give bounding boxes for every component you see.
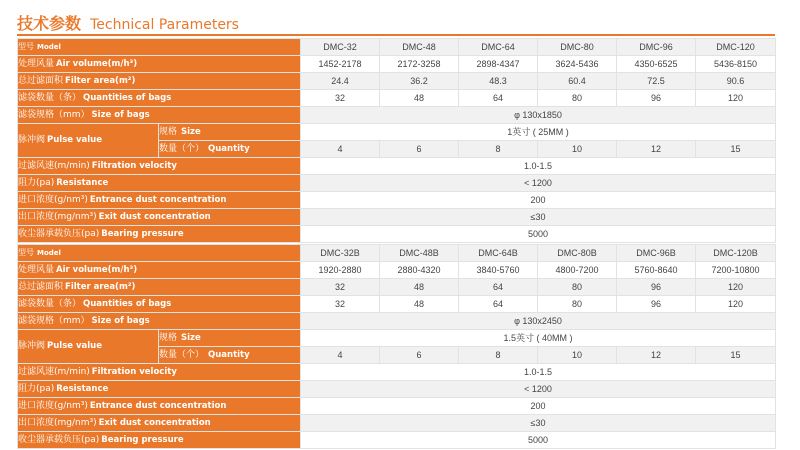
air-volume-cell: 2880-4320 <box>380 262 459 279</box>
row-filtration-velocity <box>18 364 776 381</box>
label-model: 型号 Model <box>18 245 301 262</box>
label-resistance: 阻力(pa) Resistance <box>18 381 301 398</box>
bearing-pressure-value: 5000 <box>301 226 776 243</box>
bag-quantity-cell: 80 <box>538 90 617 107</box>
bag-quantity-cell: 96 <box>617 90 696 107</box>
bag-quantity-cell: 64 <box>459 296 538 313</box>
filtration-velocity-value: 1.0-1.5 <box>301 158 776 175</box>
air-volume-cell: 3624-5436 <box>538 56 617 73</box>
label-bag-size: 滤袋规格（mm） Size of bags <box>18 107 301 124</box>
model-cell: DMC-96B <box>617 245 696 262</box>
bearing-pressure-value: 5000 <box>301 432 776 449</box>
page-title <box>17 11 239 33</box>
model-cell: DMC-48B <box>380 245 459 262</box>
filter-area-cell: 90.6 <box>696 73 776 90</box>
label-entrance-concentration: 进口浓度(g/nm³) Entrance dust concentration <box>18 398 301 415</box>
title-underline <box>17 34 775 36</box>
row-model <box>18 39 776 56</box>
bag-quantity-cell: 120 <box>696 90 776 107</box>
title-zh: 技术参数 <box>17 14 82 33</box>
pulse-quantity-cell: 4 <box>301 141 380 158</box>
pulse-quantity-cell: 12 <box>617 141 696 158</box>
label-air-volume: 处理风量 Air volume(m/h³) <box>18 262 301 279</box>
filter-area-cell: 72.5 <box>617 73 696 90</box>
resistance-value: < 1200 <box>301 175 776 192</box>
bag-size-value: φ 130x2450 <box>301 313 776 330</box>
air-volume-cell: 4800-7200 <box>538 262 617 279</box>
filter-area-cell: 120 <box>696 279 776 296</box>
pulse-quantity-cell: 15 <box>696 347 776 364</box>
row-pulse-size <box>18 330 776 347</box>
air-volume-cell: 1920-2880 <box>301 262 380 279</box>
row-entrance-concentration <box>18 192 776 209</box>
bag-quantity-cell: 120 <box>696 296 776 313</box>
filter-area-cell: 48.3 <box>459 73 538 90</box>
pulse-size-value: 1英寸 ( 25MM ) <box>301 124 776 141</box>
filter-area-cell: 96 <box>617 279 696 296</box>
label-bearing-pressure: 收尘器承载负压(pa) Bearing pressure <box>18 432 301 449</box>
row-filter-area <box>18 73 776 90</box>
label-bag-quantity: 滤袋数量（条） Quantities of bags <box>18 90 301 107</box>
air-volume-cell: 5436-8150 <box>696 56 776 73</box>
pulse-quantity-cell: 12 <box>617 347 696 364</box>
label-filtration-velocity: 过滤风速(m/min) Filtration velocity <box>18 364 301 381</box>
model-cell: DMC-120 <box>696 39 776 56</box>
bag-quantity-cell: 48 <box>380 90 459 107</box>
bag-quantity-cell: 80 <box>538 296 617 313</box>
entrance-concentration-value: 200 <box>301 192 776 209</box>
label-model: 型号 Model <box>18 39 301 56</box>
spec-table-2 <box>17 244 776 449</box>
model-cell: DMC-120B <box>696 245 776 262</box>
label-pulse-valve: 脉冲阀 Pulse value <box>18 124 159 158</box>
row-bag-size <box>18 313 776 330</box>
pulse-quantity-cell: 15 <box>696 141 776 158</box>
air-volume-cell: 4350-6525 <box>617 56 696 73</box>
pulse-quantity-cell: 4 <box>301 347 380 364</box>
row-pulse-size <box>18 124 776 141</box>
row-model <box>18 245 776 262</box>
model-cell: DMC-80B <box>538 245 617 262</box>
row-filter-area <box>18 279 776 296</box>
air-volume-cell: 1452-2178 <box>301 56 380 73</box>
bag-size-value: φ 130x1850 <box>301 107 776 124</box>
model-cell: DMC-80 <box>538 39 617 56</box>
model-cell: DMC-32 <box>301 39 380 56</box>
filter-area-cell: 64 <box>459 279 538 296</box>
label-filter-area: 总过滤面积 Filter area(m²) <box>18 73 301 90</box>
filter-area-cell: 80 <box>538 279 617 296</box>
label-filtration-velocity: 过滤风速(m/min) Filtration velocity <box>18 158 301 175</box>
exit-concentration-value: ≤30 <box>301 415 776 432</box>
row-exit-concentration <box>18 415 776 432</box>
row-bag-quantity <box>18 90 776 107</box>
label-air-volume: 处理风量 Air volume(m/h³) <box>18 56 301 73</box>
pulse-quantity-cell: 6 <box>380 347 459 364</box>
filter-area-cell: 36.2 <box>380 73 459 90</box>
label-pulse-size: 规格 Size <box>159 330 301 347</box>
label-pulse-size: 规格 Size <box>159 124 301 141</box>
air-volume-cell: 3840-5760 <box>459 262 538 279</box>
bag-quantity-cell: 48 <box>380 296 459 313</box>
bag-quantity-cell: 64 <box>459 90 538 107</box>
label-entrance-concentration: 进口浓度(g/nm³) Entrance dust concentration <box>18 192 301 209</box>
air-volume-cell: 2172-3258 <box>380 56 459 73</box>
resistance-value: < 1200 <box>301 381 776 398</box>
pulse-quantity-cell: 8 <box>459 347 538 364</box>
filter-area-cell: 24.4 <box>301 73 380 90</box>
exit-concentration-value: ≤30 <box>301 209 776 226</box>
filtration-velocity-value: 1.0-1.5 <box>301 364 776 381</box>
model-cell: DMC-48 <box>380 39 459 56</box>
model-cell: DMC-64 <box>459 39 538 56</box>
pulse-size-value: 1.5英寸 ( 40MM ) <box>301 330 776 347</box>
label-filter-area: 总过滤面积 Filter area(m²) <box>18 279 301 296</box>
label-bag-quantity: 滤袋数量（条） Quantities of bags <box>18 296 301 313</box>
filter-area-cell: 60.4 <box>538 73 617 90</box>
filter-area-cell: 32 <box>301 279 380 296</box>
model-cell: DMC-64B <box>459 245 538 262</box>
row-bag-size <box>18 107 776 124</box>
pulse-quantity-cell: 10 <box>538 141 617 158</box>
row-entrance-concentration <box>18 398 776 415</box>
bag-quantity-cell: 32 <box>301 90 380 107</box>
row-exit-concentration <box>18 209 776 226</box>
air-volume-cell: 2898-4347 <box>459 56 538 73</box>
bag-quantity-cell: 96 <box>617 296 696 313</box>
label-bag-size: 滤袋规格（mm） Size of bags <box>18 313 301 330</box>
spec-table-1 <box>17 38 776 243</box>
row-resistance <box>18 381 776 398</box>
filter-area-cell: 48 <box>380 279 459 296</box>
row-air-volume <box>18 262 776 279</box>
model-cell: DMC-32B <box>301 245 380 262</box>
row-air-volume <box>18 56 776 73</box>
title-en: Technical Parameters <box>90 17 239 33</box>
row-bag-quantity <box>18 296 776 313</box>
label-bearing-pressure: 收尘器承载负压(pa) Bearing pressure <box>18 226 301 243</box>
label-pulse-valve: 脉冲阀 Pulse value <box>18 330 159 364</box>
entrance-concentration-value: 200 <box>301 398 776 415</box>
row-bearing-pressure <box>18 226 776 243</box>
label-resistance: 阻力(pa) Resistance <box>18 175 301 192</box>
label-exit-concentration: 出口浓度(mg/nm³) Exit dust concentration <box>18 209 301 226</box>
pulse-quantity-cell: 6 <box>380 141 459 158</box>
row-bearing-pressure <box>18 432 776 449</box>
label-pulse-quantity: 数量（个） Quantity <box>159 141 301 158</box>
bag-quantity-cell: 32 <box>301 296 380 313</box>
label-pulse-quantity: 数量（个） Quantity <box>159 347 301 364</box>
row-resistance <box>18 175 776 192</box>
air-volume-cell: 7200-10800 <box>696 262 776 279</box>
air-volume-cell: 5760-8640 <box>617 262 696 279</box>
model-cell: DMC-96 <box>617 39 696 56</box>
label-exit-concentration: 出口浓度(mg/nm³) Exit dust concentration <box>18 415 301 432</box>
pulse-quantity-cell: 10 <box>538 347 617 364</box>
pulse-quantity-cell: 8 <box>459 141 538 158</box>
row-filtration-velocity <box>18 158 776 175</box>
